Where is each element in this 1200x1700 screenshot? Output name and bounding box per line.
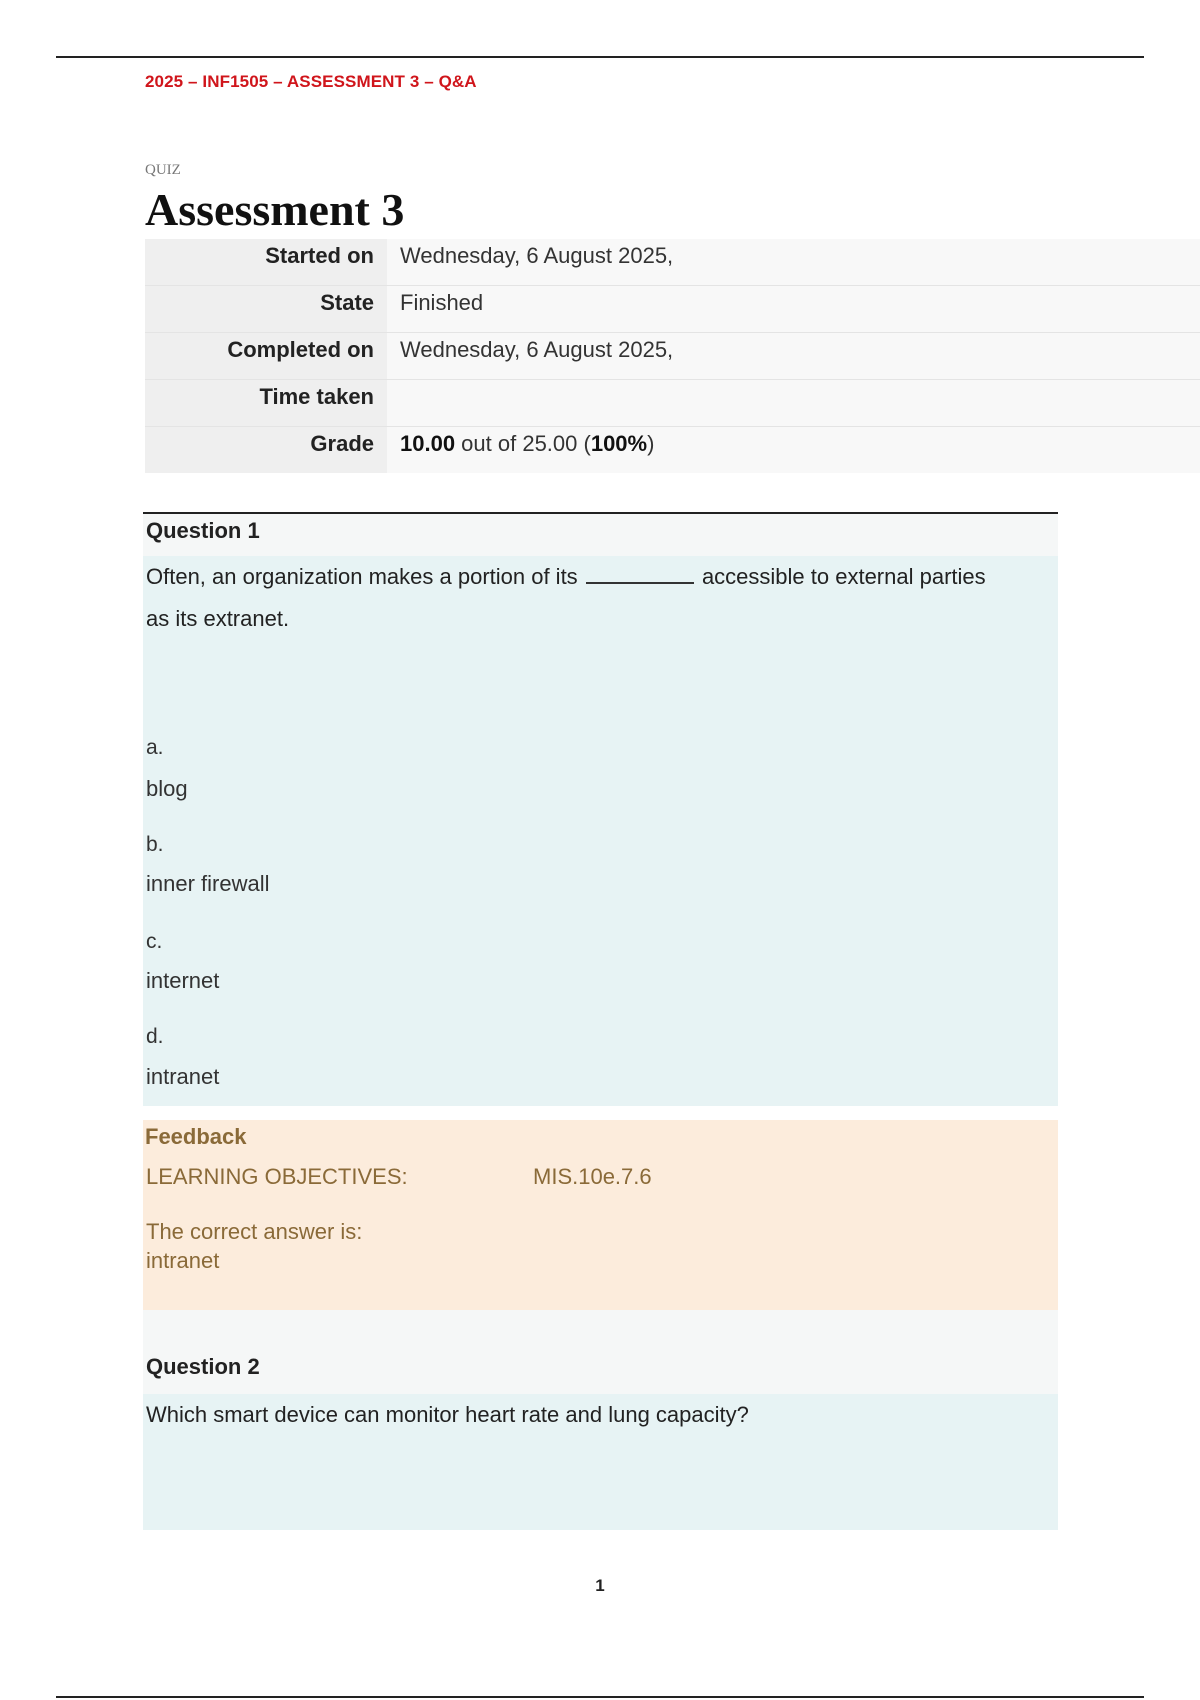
state-label: State: [145, 286, 387, 332]
top-rule: [56, 56, 1144, 58]
grade-percent: 100%: [590, 431, 648, 456]
question-1-text-after: accessible to external parties: [701, 564, 986, 589]
summary-row-grade: [145, 426, 1200, 473]
attempt-summary-table: [145, 239, 1200, 473]
grade-close: ): [647, 431, 655, 456]
completed-value: Wednesday, 6 August 2025,: [387, 333, 1200, 379]
question-2-header: Question 2: [143, 1310, 1058, 1394]
document-header: 2025 – INF1505 – ASSESSMENT 3 – Q&A: [145, 72, 477, 91]
grade-out-of: out of 25.00 (: [455, 431, 591, 456]
option-c-text[interactable]: internet: [146, 968, 220, 993]
learning-objectives-label: LEARNING OBJECTIVES:: [146, 1164, 408, 1189]
quiz-kicker: QUIZ: [145, 162, 181, 178]
question-1-text-before: Often, an organization makes a portion of its: [146, 564, 578, 589]
completed-label: Completed on: [145, 333, 387, 379]
question-1-feedback: [143, 1120, 1058, 1310]
question-1-header: Question 1: [143, 514, 1058, 556]
summary-row-started: [145, 239, 1200, 285]
option-a-letter: a.: [146, 736, 164, 759]
grade-score: 10.00: [400, 431, 456, 456]
correct-answer-label: The correct answer is:: [146, 1219, 363, 1244]
page-title: Assessment 3: [145, 184, 405, 235]
page-number: 1: [595, 1576, 605, 1595]
correct-answer-value: intranet: [146, 1248, 220, 1273]
answer-blank: [586, 572, 694, 584]
question-1-text-line2: as its extranet.: [146, 606, 290, 631]
question-2-text: Which smart device can monitor heart rate and lung capacity?: [146, 1402, 749, 1427]
time-taken-label: Time taken: [145, 380, 387, 426]
grade-value: [387, 427, 1200, 473]
started-label: Started on: [145, 239, 387, 285]
option-b-text[interactable]: inner firewall: [146, 871, 270, 896]
summary-row-completed: [145, 332, 1200, 379]
summary-row-time: [145, 379, 1200, 426]
learning-objectives-value: MIS.10e.7.6: [533, 1164, 652, 1189]
option-d-letter: d.: [146, 1025, 164, 1048]
option-d-text[interactable]: intranet: [146, 1064, 220, 1089]
question-1-body: [143, 556, 1058, 1106]
bottom-rule: [56, 1696, 1144, 1698]
question-1-text: [146, 556, 1058, 640]
summary-row-state: [145, 285, 1200, 332]
option-b-letter: b.: [146, 833, 164, 856]
time-taken-value: [387, 380, 1200, 426]
feedback-title: Feedback: [145, 1124, 247, 1149]
state-value: Finished: [387, 286, 1200, 332]
started-value: Wednesday, 6 August 2025,: [387, 239, 1200, 285]
question-2-body: [143, 1394, 1058, 1530]
option-a-text[interactable]: blog: [146, 776, 188, 801]
grade-label: Grade: [145, 427, 387, 473]
option-c-letter: c.: [146, 930, 163, 953]
